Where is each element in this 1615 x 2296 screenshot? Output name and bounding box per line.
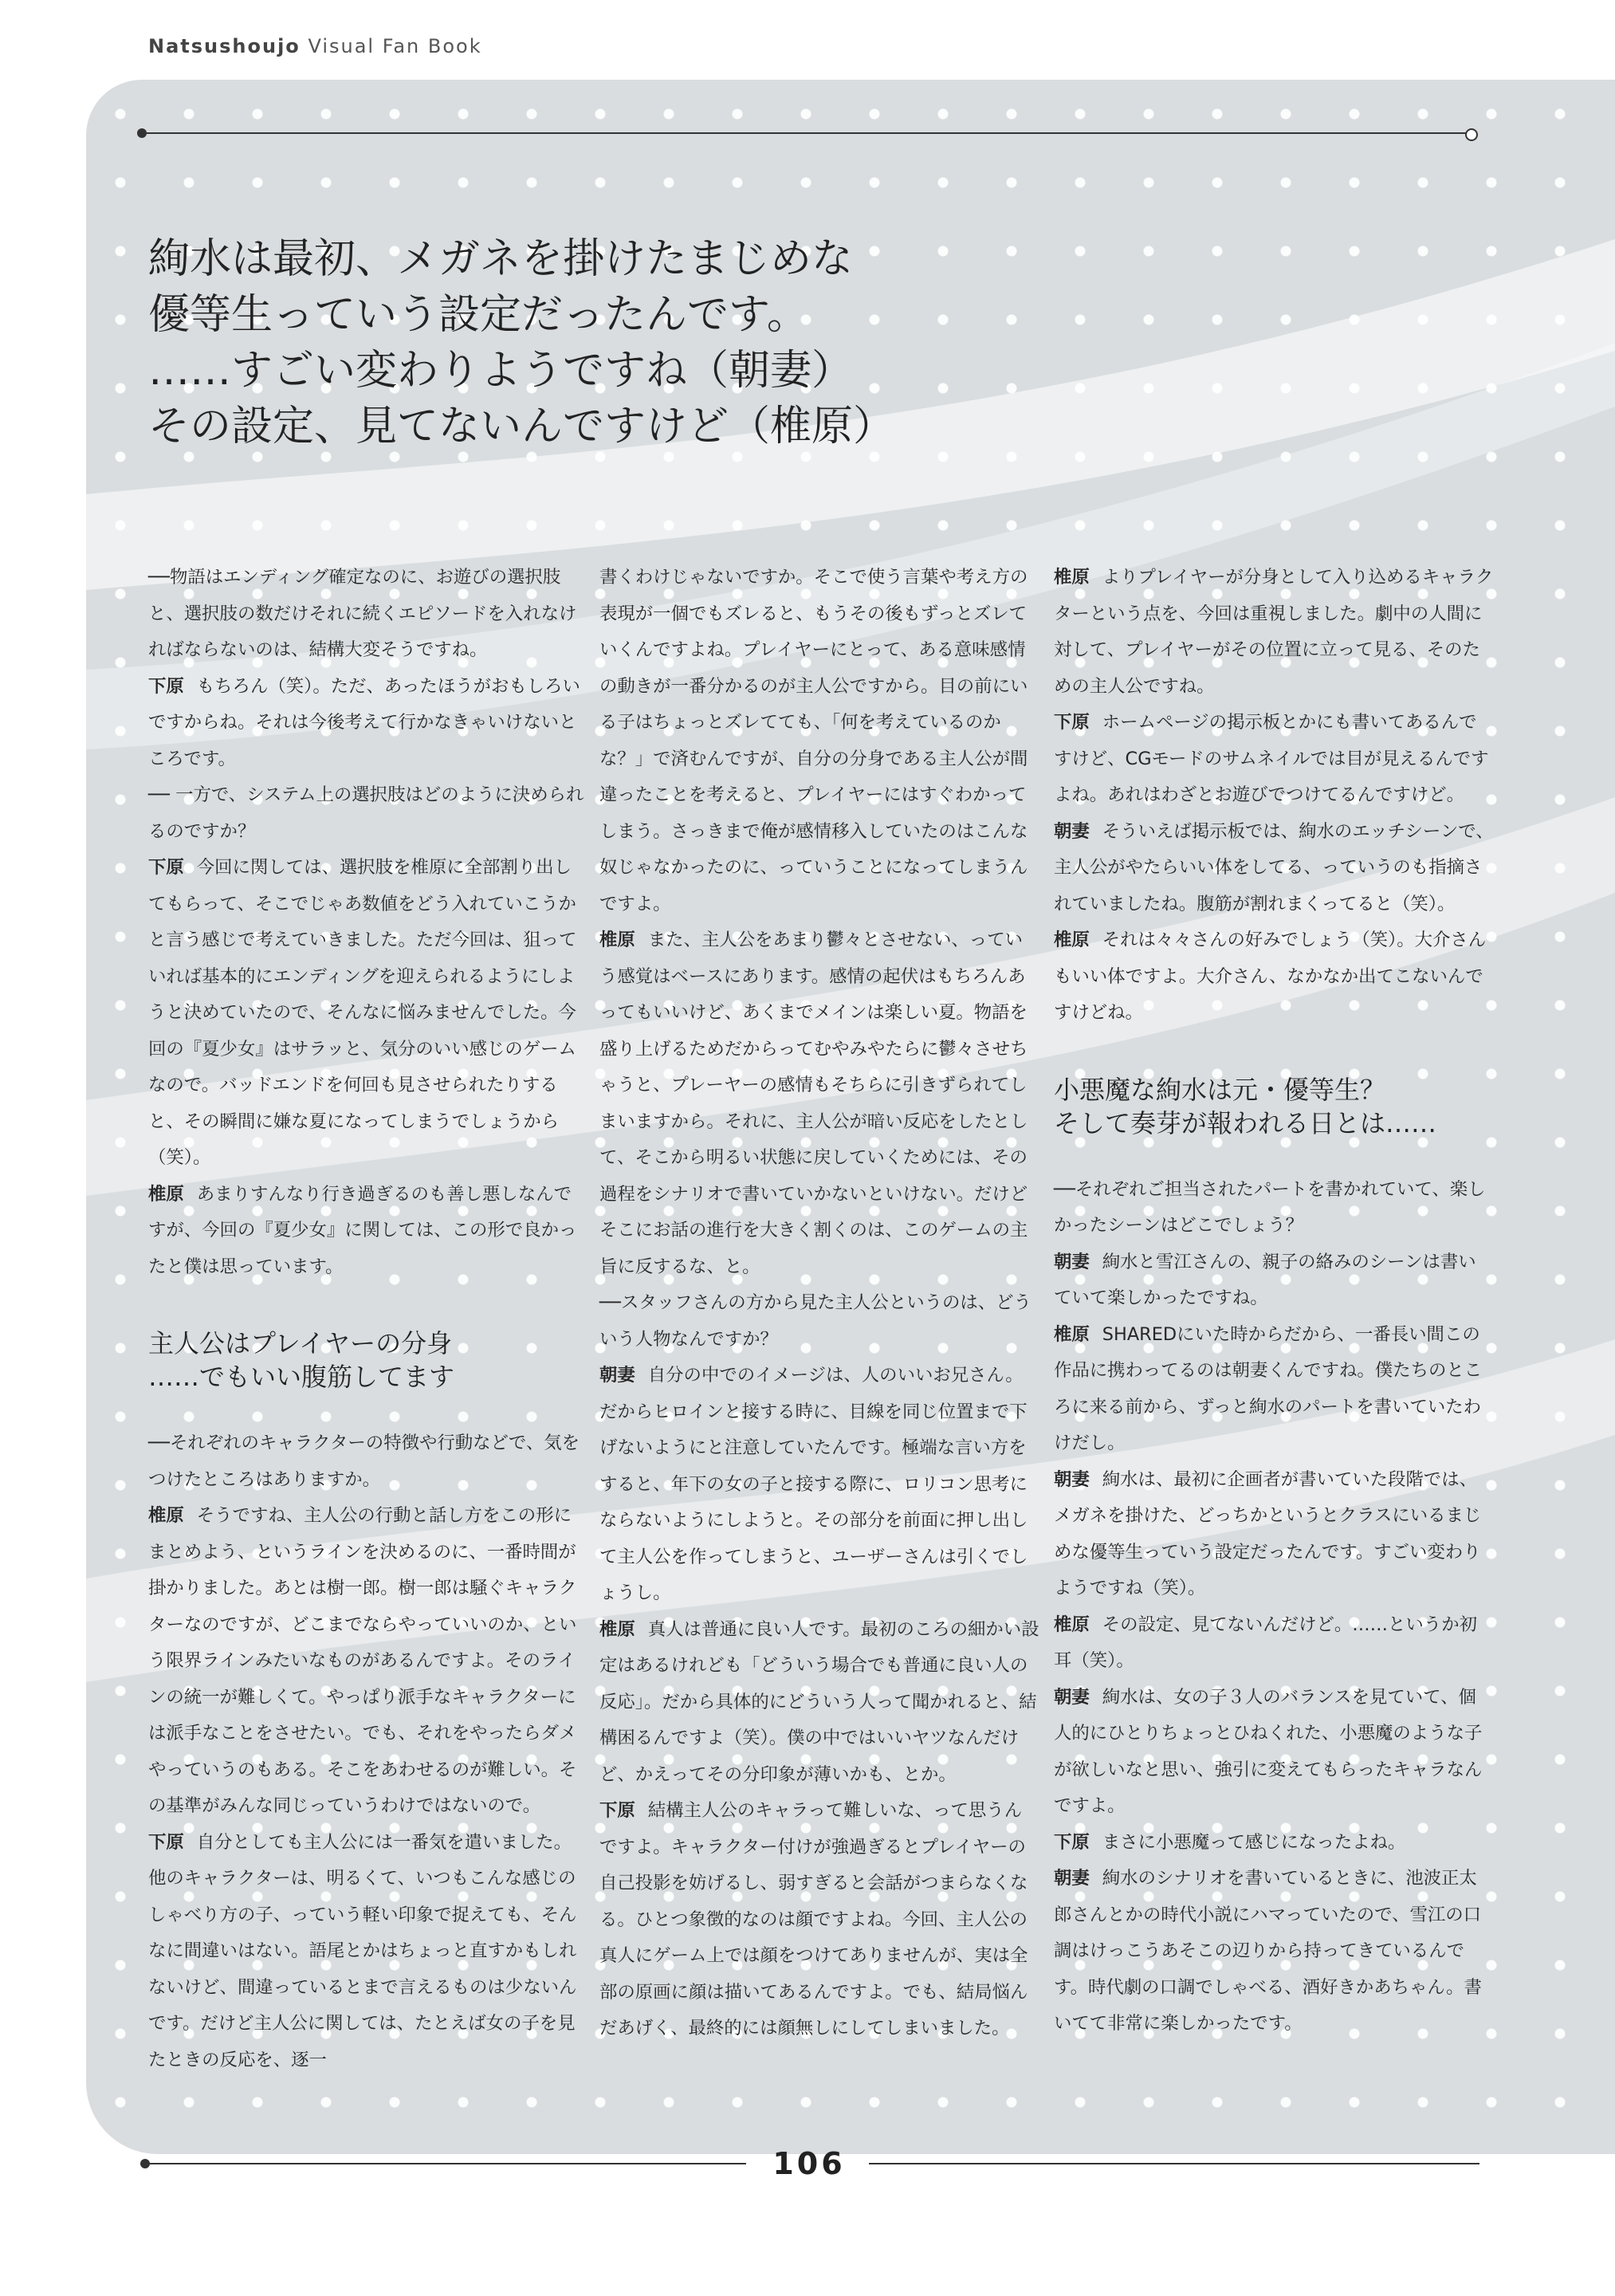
paragraph-text: もちろん（笑）。ただ、あったほうがおもしろいですからね。それは今後考えて行かなきゃいけないところです。 [148,675,580,769]
subhead-line: 主人公はプレイヤーの分身 [148,1328,453,1358]
paragraph-text: ── 一方で、システム上の選択肢はどのように決められるのですか？ [148,784,584,842]
bottom-rule-left [143,2163,746,2164]
speaker-name: 朝妻 [1054,1251,1090,1272]
subhead-line: ……でもいい腹筋してます [148,1362,455,1392]
paragraph-text: それは々々さんの好みでしょう（笑）。大介さんもいい体ですよ。大介さん、なかなか出てこないんですけどね。 [1054,930,1487,1023]
article-column-3 [1054,560,1494,2042]
subhead-line: 小悪魔な絢水は元・優等生？ [1054,1074,1386,1105]
paragraph-text: 真人は普通に良い人です。最初のころの細かい設定はあるけれども「どういう場合でも普通に良い人の反応」。だから具体的にどういう人って聞かれると、結構困るんですよ（笑）。僕の中ではいいヤツなんだけど、かえってその分印象が薄いかも、とか。 [599,1618,1039,1785]
speaker-paragraph [148,1825,588,2079]
paragraph-text: ──物語はエンディング確定なのに、お遊びの選択肢と、選択肢の数だけそれに続くエピソードを入れなければならないのは、結構大変そうですね。 [148,567,577,660]
speaker-name: 朝妻 [1054,1686,1090,1708]
paragraph-text: 自分としても主人公には一番気を遣いました。他のキャラクターは、明るくて、いつもこんな感じのしゃべり方の子、っていう軽い印象で捉えても、そんなに間違いはない。語尾とかはちょっと直すかもしれないけど、間違っているとまで言えるものは少ないんです。だけど主人公に関しては、たとえば女の子を見たときの反応を、逐一 [148,1831,577,2070]
speaker-paragraph [148,1498,588,1825]
speaker-paragraph [599,1612,1039,1794]
speaker-paragraph [148,669,588,778]
speaker-paragraph [1054,1861,1494,2042]
headline-line: ……すごい変わりようですね（朝妻） [148,347,854,395]
paragraph-text: 自分の中でのイメージは、人のいいお兄さん。だからヒロインと接する時に、目線を同じ位置まで下げないようにと注意していたんです。極端な言い方をすると、年下の女の子と接する際に、ロリコン思考にならないようにしようと。その部分を前面に押し出して主人公を作ってしまうと、ユーザーさんは引くでしょうし。 [599,1365,1028,1603]
speaker-name: 朝妻 [1054,820,1090,842]
speaker-paragraph [599,1793,1039,2047]
paragraph-text: 絢水は、最初に企画者が書いていた段階では、メガネを掛けた、どっちかというとクラスにいるまじめな優等生っていう設定だったんです。すごい変わりようですね（笑）。 [1054,1468,1482,1598]
paragraph-text: ホームページの掲示板とかにも書いてあるんですけど、CGモードのサムネイルでは目が見えるんですよね。あれはわざとお遊びでつけてるんですけど。 [1054,712,1489,805]
paragraph-text: ──それぞれご担当されたパートを書かれていて、楽しかったシーンはどこでしょう？ [1054,1178,1486,1236]
headline [148,231,1185,454]
section-subhead [1054,1073,1494,1140]
running-head-series: Natsushoujo [148,35,301,57]
speaker-paragraph [148,1177,588,1286]
top-rule [142,132,1467,134]
headline-line: 優等生っていう設定だったんです。 [148,291,808,339]
speaker-paragraph [599,1358,1039,1612]
headline-line: 絢水は最初、メガネを掛けたまじめな [148,235,854,283]
speaker-name: 下原 [148,675,184,697]
running-head [148,35,482,57]
paragraph-text: あまりすんなり行き過ぎるのも善し悪しなんですが、今回の『夏少女』に関しては、この形で良かったと僕は思っています。 [148,1183,577,1277]
speaker-name: 椎原 [148,1505,184,1526]
question-paragraph [1054,1172,1494,1244]
paragraph-text: 絢水のシナリオを書いているときに、池波正太郎さんとかの時代小説にハマっていたので、雪江の口調はけっこうあそこの辺りから持ってきているんです。時代劇の口調でしゃべる、酒好きかあちゃん。書いてて非常に楽しかったです。 [1054,1868,1482,2034]
paragraph-text: 今回に関しては、選択肢を椎原に全部割り出してもらって、そこでじゃあ数値をどう入れていこうかと言う感じで考えていきました。ただ今回は、狙っていれば基本的にエンディングを迎えられるようにしようと決めていたので、そんなに悩みませんでした。今回の『夏少女』はサラッと、気分のいい感じのゲームなので。バッドエンドを何回も見させられたりすると、その瞬間に嫌な夏になってしまうでしょうから（笑）。 [148,857,577,1168]
speaker-paragraph [148,850,588,1177]
article-column-1 [148,560,588,2078]
speaker-paragraph [1054,1825,1494,1862]
speaker-paragraph [1054,1680,1494,1825]
speaker-name: 下原 [1054,712,1090,733]
paragraph-text: その設定、見てないんだけど。……というか初耳（笑）。 [1054,1614,1477,1671]
speaker-name: 下原 [148,857,184,878]
paragraph-text: また、主人公をあまり鬱々とさせない、っていう感覚はベースにあります。感情の起伏はもちろんあってもいいけど、あくまでメインは楽しい夏。物語を盛り上げるためだからってむやみやたらに鬱々させちゃうと、プレーヤーの感情もそちらに引きずられてしまいますから。それに、主人公が暗い反応をしたとして、そこから明るい状態に戻していくためには、その過程をシナリオで書いていかないといけない。だけどそこにお話の進行を大きく割くのは、このゲームの主旨に反するな、と。 [599,930,1028,1277]
article-column-2 [599,560,1039,2047]
speaker-paragraph [1054,705,1494,814]
question-paragraph [599,1285,1039,1358]
speaker-name: 椎原 [1054,1323,1090,1345]
headline-line: その設定、見てないんですけど（椎原） [148,403,895,450]
paragraph-text: ──スタッフさんの方から見た主人公というのは、どういう人物なんですか？ [599,1292,1031,1350]
speaker-name: 椎原 [1054,1614,1090,1635]
speaker-name: 下原 [1054,1831,1090,1853]
top-rule-right-dot [1465,128,1478,141]
paragraph-text: SHAREDにいた時からだから、一番長い間この作品に携わってるのは朝妻くんですね。僕たちのところに来る前から、ずっと絢水のパートを書いていたわけだし。 [1054,1323,1483,1453]
speaker-paragraph [1054,1317,1494,1462]
speaker-name: 椎原 [1054,567,1090,588]
paragraph-text: 絢水と雪江さんの、親子の絡みのシーンは書いていて楽しかったですね。 [1054,1251,1476,1308]
speaker-paragraph [1054,560,1494,705]
speaker-name: 下原 [599,1800,635,1821]
speaker-name: 椎原 [599,1618,635,1640]
speaker-paragraph [1054,1244,1494,1317]
speaker-name: 椎原 [1054,930,1090,950]
speaker-paragraph [1054,922,1494,1032]
bottom-rule-right [869,2163,1479,2164]
paragraph-text: 書くわけじゃないですか。そこで使う言葉や考え方の表現が一個でもズレると、もうその後もずっとズレていくんですよね。プレイヤーにとって、ある意味感情の動きが一番分かるのが主人公ですから。目の前にいる子はちょっとズレてても、「何を考えているのかな？」で済むんですが、自分の分身である主人公が間違ったことを考えると、プレイヤーにはすぐわかってしまう。さっきまで俺が感情移入していたのはこんな奴じゃなかったのに、っていうことになってしまうんですよ。 [599,567,1028,914]
speaker-paragraph [1054,1462,1494,1607]
paragraph-text: まさに小悪魔って感じになったよね。 [1102,1831,1406,1853]
page-number: 106 [772,2146,846,2181]
subhead-line: そして奏芽が報われる日とは…… [1054,1107,1437,1138]
paragraph-text: ──それぞれのキャラクターの特徴や行動などで、気をつけたところはありますか。 [148,1433,580,1490]
paragraph-text: 結構主人公のキャラって難しいな、って思うんですよ。キャラクター付けが強過ぎるとプレイヤーの自己投影を妨げるし、弱すぎると会話がつまらなくなる。ひとつ象徴的なのは顔ですよね。今回、主人公の真人にゲーム上では顔をつけてありませんが、実は全部の原画に顔は描いてあるんですよ。でも、結局悩んだあげく、最終的には顔無しにしてしまいました。 [599,1800,1028,2038]
speaker-name: 朝妻 [1054,1868,1090,1889]
speaker-name: 朝妻 [599,1365,635,1386]
question-paragraph [599,560,1039,922]
top-rule-left-dot [137,128,147,138]
speaker-name: 朝妻 [1054,1468,1090,1490]
paragraph-text: そうですね、主人公の行動と話し方をこの形にまとめよう、というラインを決めるのに、一番時間が掛かりました。あとは樹一郎。樹一郎は騒ぐキャラクターなのですが、どこまでならやっていいのか、という限界ラインみたいなものがあるんですよ。そのラインの統一が難しくて。やっぱり派手なキャラクターには派手なことをさせたい。でも、それをやったらダメやっていうのもある。そこをあわせるのが難しい。その基準がみんな同じっていうわけではないので。 [148,1505,577,1816]
paragraph-text: そういえば掲示板では、絢水のエッチシーンで、主人公がやたらいい体をしてる、っていうのも指摘されていましたね。腹筋が割れまくってると（笑）。 [1054,820,1494,914]
question-paragraph [148,1425,588,1498]
question-paragraph [148,777,588,850]
speaker-paragraph [1054,814,1494,923]
question-paragraph [148,560,588,669]
speaker-name: 椎原 [599,930,635,950]
speaker-paragraph [599,922,1039,1285]
paragraph-text: よりプレイヤーが分身として入り込めるキャラクターという点を、今回は重視しました。劇中の人間に対して、プレイヤーがその位置に立って見る、そのための主人公ですね。 [1054,567,1494,697]
section-subhead [148,1327,588,1394]
speaker-name: 椎原 [148,1183,184,1205]
speaker-name: 下原 [148,1831,184,1853]
running-head-rest: Visual Fan Book [308,35,482,57]
speaker-paragraph [1054,1607,1494,1680]
paragraph-text: 絢水は、女の子３人のバランスを見ていて、個人的にひとりちょっとひねくれた、小悪魔のような子が欲しいなと思い、強引に変えてもらったキャラなんですよ。 [1054,1686,1483,1816]
